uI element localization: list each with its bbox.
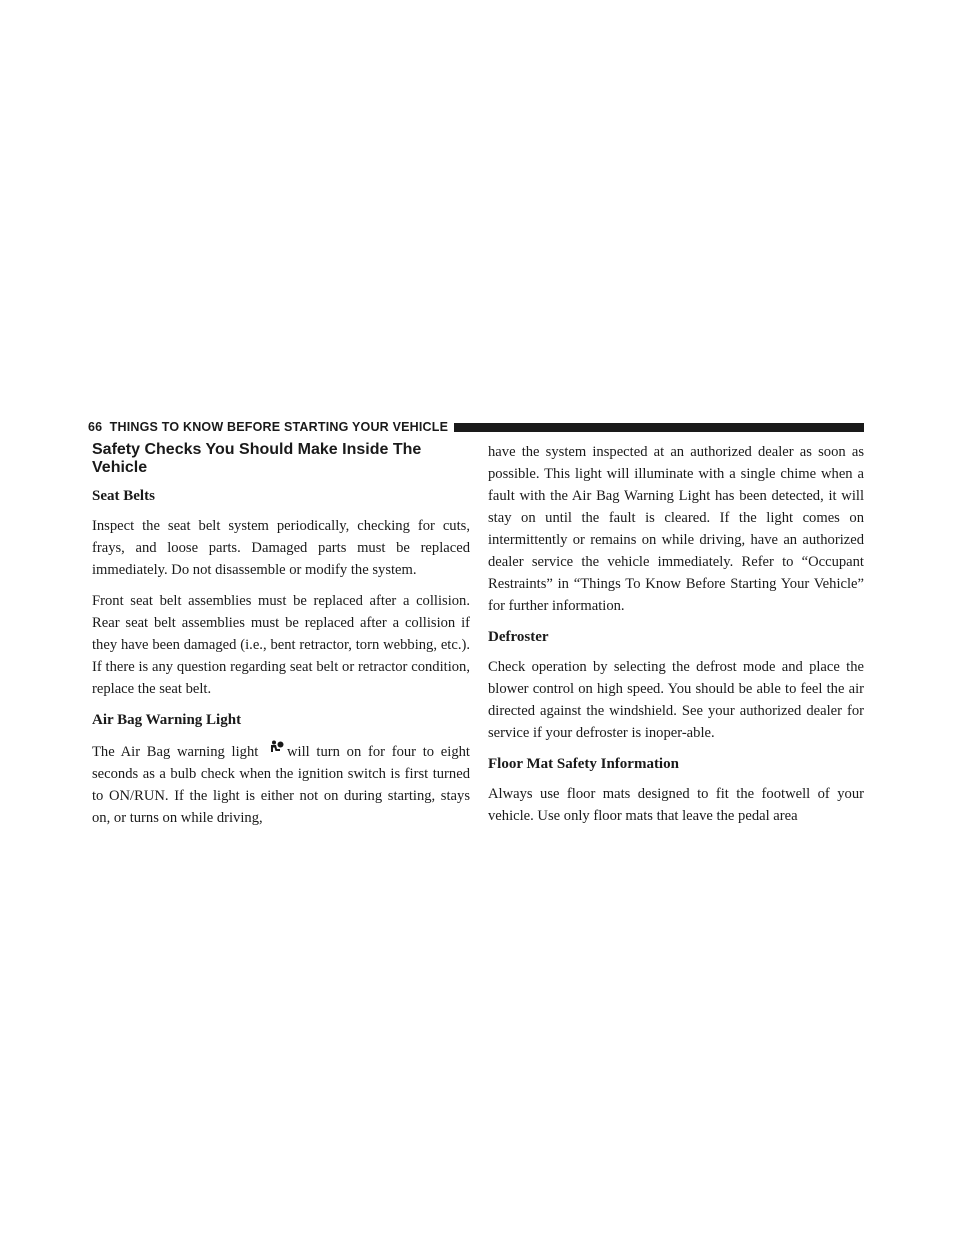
air-bag-heading: Air Bag Warning Light — [92, 712, 242, 728]
page-header-text — [88, 420, 448, 434]
seat-belts-paragraph-1: Inspect the seat belt system periodically, checking for cuts, frays, and loose parts. Damaged parts must be replaced immediately. Do not disassemble or modify the system. — [92, 518, 470, 578]
air-bag-warning-icon — [265, 739, 287, 753]
page-header — [88, 418, 864, 436]
seat-belts-paragraph-2: Front seat belt assemblies must be replaced after a collision. Rear seat belt assemblies must be replaced after a collision if they have been damaged (i.e., bent retractor, torn webbing, etc.). If there is any question regarding seat belt or retractor condition, replace the seat belt. — [92, 593, 470, 697]
defroster-heading: Defroster — [488, 629, 549, 645]
left-column — [92, 441, 470, 838]
header-rule — [454, 423, 864, 432]
defroster-paragraph: Check operation by selecting the defrost mode and place the blower control on high speed. You should be able to feel the air directed against the windshield. See your authorized dealer for service if your defroster is inoper-able. — [488, 659, 864, 741]
chapter-title: THINGS TO KNOW BEFORE STARTING YOUR VEHICLE — [109, 420, 449, 434]
floor-mat-heading: Floor Mat Safety Information — [488, 756, 679, 772]
air-bag-text-before-icon: The Air Bag warning light — [92, 744, 259, 760]
air-bag-text-after-icon: will turn on for four to eight seconds as a bulb check when the ignition switch is first turned to ON/RUN. If the light is either not on during starting, stays on, or turns on while driving, — [92, 744, 470, 826]
floor-mat-paragraph: Always use floor mats designed to fit the footwell of your vehicle. Use only floor mats that leave the pedal area — [488, 786, 864, 824]
right-column — [488, 441, 864, 836]
air-bag-paragraph — [92, 739, 470, 829]
section-title: Safety Checks You Should Make Inside The Vehicle — [92, 441, 422, 476]
air-bag-paragraph-continued: have the system inspected at an authorized dealer as soon as possible. This light will illuminate with a single chime when a fault with the Air Bag Warning Light has been detected, it will stay on until the fault is cleared. If the light comes on intermittently or remains on while driving, have an authorized dealer service the vehicle immediately. Refer to “Occupant Restraints” in “Things To Know Before Starting Your Vehicle” for further information. — [488, 444, 864, 614]
seat-belts-heading: Seat Belts — [92, 488, 155, 504]
page-number: 66 — [88, 420, 103, 434]
